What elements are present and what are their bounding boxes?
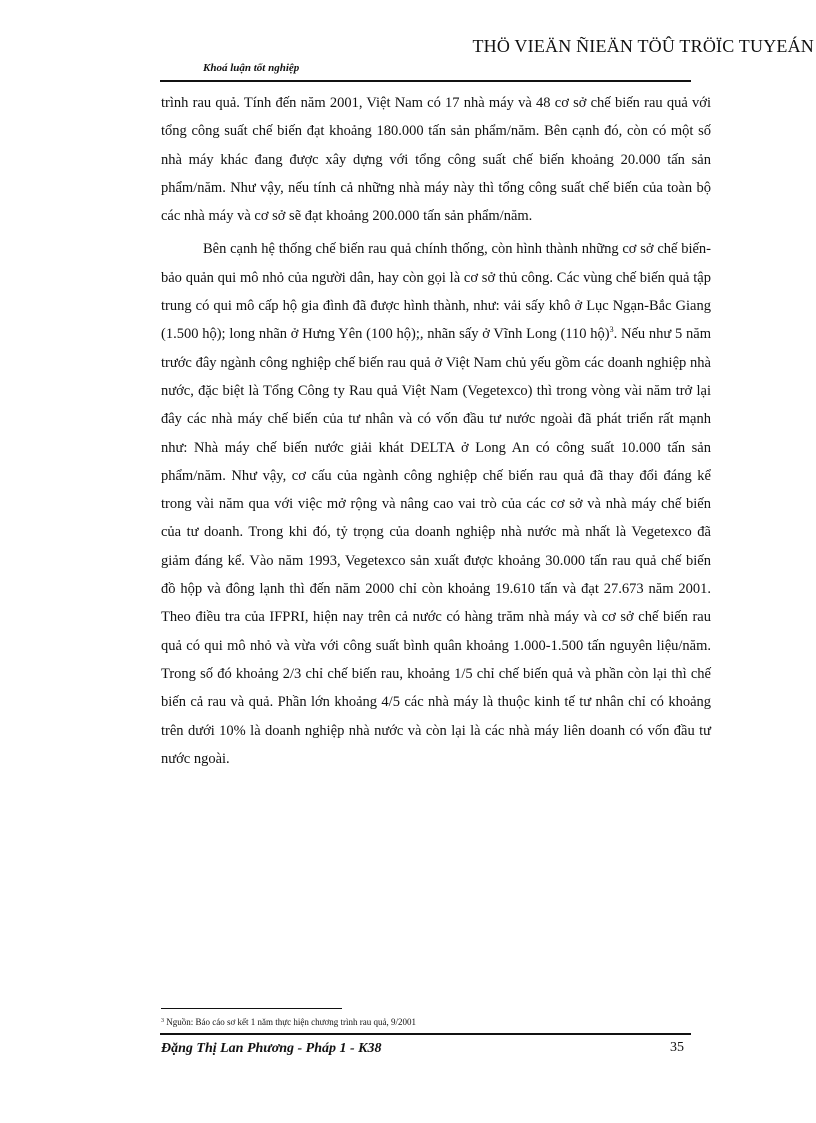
paragraph-2 (161, 235, 711, 773)
footnote (161, 1017, 416, 1027)
body-text (161, 89, 711, 773)
paragraph-1: trình rau quả. Tính đến năm 2001, Việt Nam có 17 nhà máy và 48 cơ sở chế biến rau quả với tổng công suất chế biến đạt khoảng 180.000 tấn sản phẩm/năm. Bên cạnh đó, còn có một số nhà máy khác đang được xây dựng với tổng công suất chế biến khoảng 20.000 tấn sản phẩm/năm. Như vậy, nếu tính cả những nhà máy này thì tổng công suất chế biến của toàn bộ các nhà máy và cơ sở sẽ đạt khoảng 200.000 tấn sản phẩm/năm. (161, 95, 711, 225)
footnote-text: Nguồn: Báo cáo sơ kết 1 năm thực hiện chương trình rau quả, 9/2001 (164, 1017, 416, 1027)
header-divider (160, 80, 691, 82)
footnote-reference[interactable]: 3 (609, 325, 614, 335)
page-number: 35 (670, 1040, 684, 1055)
watermark-text: THÖ VIEÄN ÑIEÄN TÖÛ TRÖÏC TUYEÁN (472, 36, 814, 56)
footnote-divider (161, 1008, 342, 1009)
footer-divider (160, 1033, 691, 1035)
paragraph-2-text-b: . Nếu như 5 năm trước đây ngành công nghiệp chế biến rau quả ở Việt Nam chủ yếu gồm các doanh nghiệp nhà nước, đặc biệt là Tổng Công ty Rau quả Việt Nam (Vegetexco) thì trong vòng vài năm trở lại đây các nhà máy chế biến của tư nhân và có vốn đầu tư nước ngoài đã phát triển rất mạnh như: Nhà máy chế biến nước giải khát DELTA ở Long An có công suất 10.000 tấn sản phẩm/năm. Như vậy, cơ cấu của ngành công nghiệp chế biến rau quả đã thay đổi đáng kể trong vài năm qua với việc mở rộng và nâng cao vai trò của các cơ sở và nhà máy chế biến của tư doanh. Trong khi đó, tỷ trọng của doanh nghiệp nhà nước mà nhất là Vegetexco đã giảm đáng kể. Vào năm 1993, Vegetexco sản xuất được khoảng 30.000 tấn rau quả chế biến đồ hộp và đông lạnh thì đến năm 2000 chỉ còn khoảng 19.610 tấn và đạt 27.673 năm 2001. Theo điều tra của IFPRI, hiện nay trên cả nước có hàng trăm nhà máy và cơ sở chế biến rau quả có qui mô nhỏ và vừa với công suất bình quân khoảng 1.000-1.500 tấn nguyên liệu/năm. Trong số đó khoảng 2/3 chỉ chế biến rau, khoảng 1/5 chỉ chế biến quả và phần còn lại thì chế biến cả rau và quả. Phần lớn khoảng 4/5 các nhà máy là thuộc kinh tế tư nhân chỉ có khoảng trên dưới 10% là doanh nghiệp nhà nước và còn lại là các nhà máy liên doanh có vốn đầu tư nước ngoài. (161, 326, 711, 767)
header-title: Khoá luận tốt nghiệp (203, 62, 300, 74)
paragraph-2-text-a: Bên cạnh hệ thống chế biến rau quả chính thống, còn hình thành những cơ sở chế biến-bảo quản qui mô nhỏ của người dân, hay còn gọi là cơ sở thủ công. Các vùng chế biến quả tập trung có qui mô cấp hộ gia đình đã được hình thành, như: vải sấy khô ở Lục Ngạn-Bắc Giang (1.500 hộ); long nhãn ở Hưng Yên (100 hộ);, nhãn sấy ở Vĩnh Long (110 hộ) (161, 241, 711, 343)
footnote-number: 3 (161, 1018, 164, 1024)
footer-author: Đặng Thị Lan Phương - Pháp 1 - K38 (161, 1041, 382, 1056)
